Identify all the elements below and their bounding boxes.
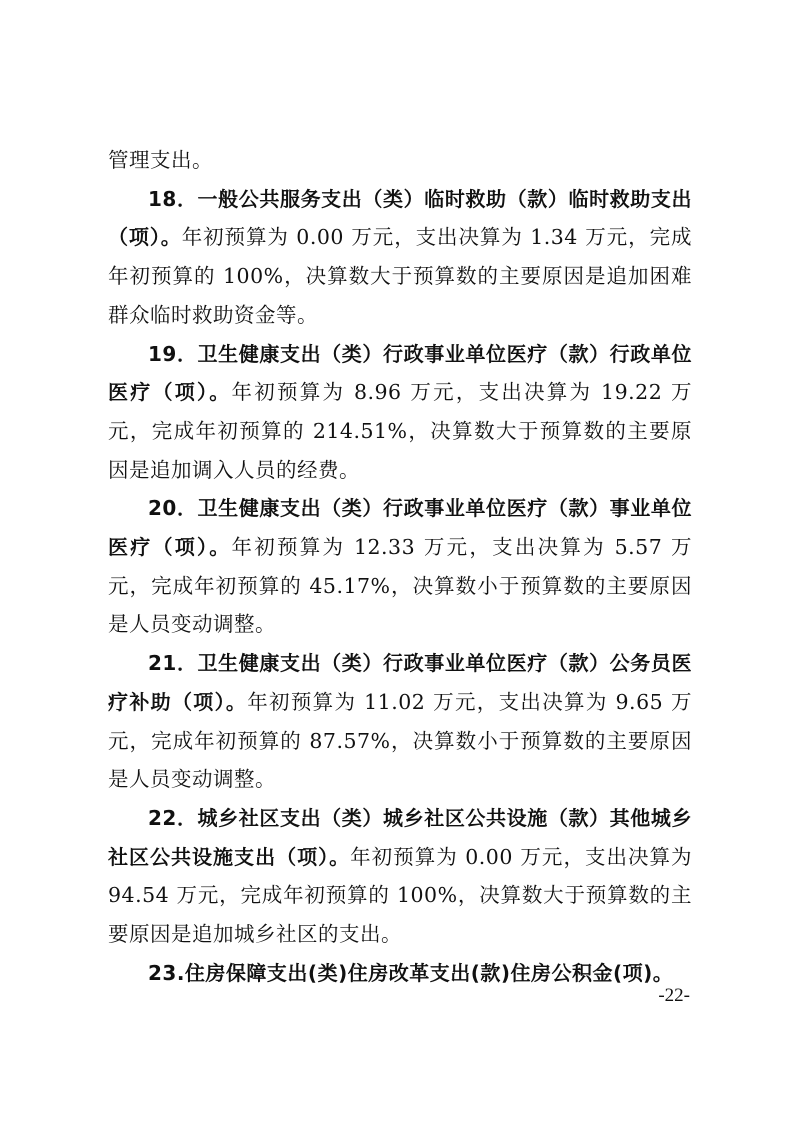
item-paragraph-19 xyxy=(108,335,692,490)
item-heading-23: 23.住房保障支出(类)住房改革支出(款)住房公积金(项)。 xyxy=(148,960,674,985)
item-heading-19: 19．卫生健康支出（类）行政事业单位医疗（款）行政单位医疗（项）。 xyxy=(108,341,692,405)
item-heading-20: 20．卫生健康支出（类）行政事业单位医疗（款）事业单位医疗（项）。 xyxy=(108,496,692,560)
item-body-21: 年初预算为 11.02 万元，支出决算为 9.65 万元，完成年初预算的 87.57%，决算数小于预算数的主要原因是人员变动调整。 xyxy=(108,689,692,792)
item-paragraph-22 xyxy=(108,799,692,954)
item-heading-22: 22．城乡社区支出（类）城乡社区公共设施（款）其他城乡社区公共设施支出（项）。 xyxy=(108,805,692,869)
item-paragraph-20 xyxy=(108,489,692,644)
item-paragraph-23 xyxy=(108,954,692,993)
item-heading-21: 21．卫生健康支出（类）行政事业单位医疗（款）公务员医疗补助（项）。 xyxy=(108,651,692,714)
item-heading-18: 18．一般公共服务支出（类）临时救助（款）临时救助支出（项）。 xyxy=(108,186,692,250)
page-number: -22- xyxy=(658,985,690,1006)
item-paragraph-21 xyxy=(108,644,692,799)
document-body xyxy=(108,141,692,992)
intro-paragraph: 管理支出。 xyxy=(108,148,213,172)
item-body-19: 年初预算为 8.96 万元，支出决算为 19.22 万元，完成年初预算的 214.51%，决算数大于预算数的主要原因是追加调入人员的经费。 xyxy=(108,380,692,482)
item-body-20: 年初预算为 12.33 万元，支出决算为 5.57 万元，完成年初预算的 45.17%，决算数小于预算数的主要原因是人员变动调整。 xyxy=(108,535,692,637)
item-body-22: 年初预算为 0.00 万元，支出决算为 94.54 万元，完成年初预算的 100%，决算数大于预算数的主要原因是追加城乡社区的支出。 xyxy=(108,844,693,947)
item-body-18: 年初预算为 0.00 万元，支出决算为 1.34 万元，完成年初预算的 100%，决算数大于预算数的主要原因是追加困难群众临时救助资金等。 xyxy=(108,225,692,327)
item-paragraph-18 xyxy=(108,180,692,335)
